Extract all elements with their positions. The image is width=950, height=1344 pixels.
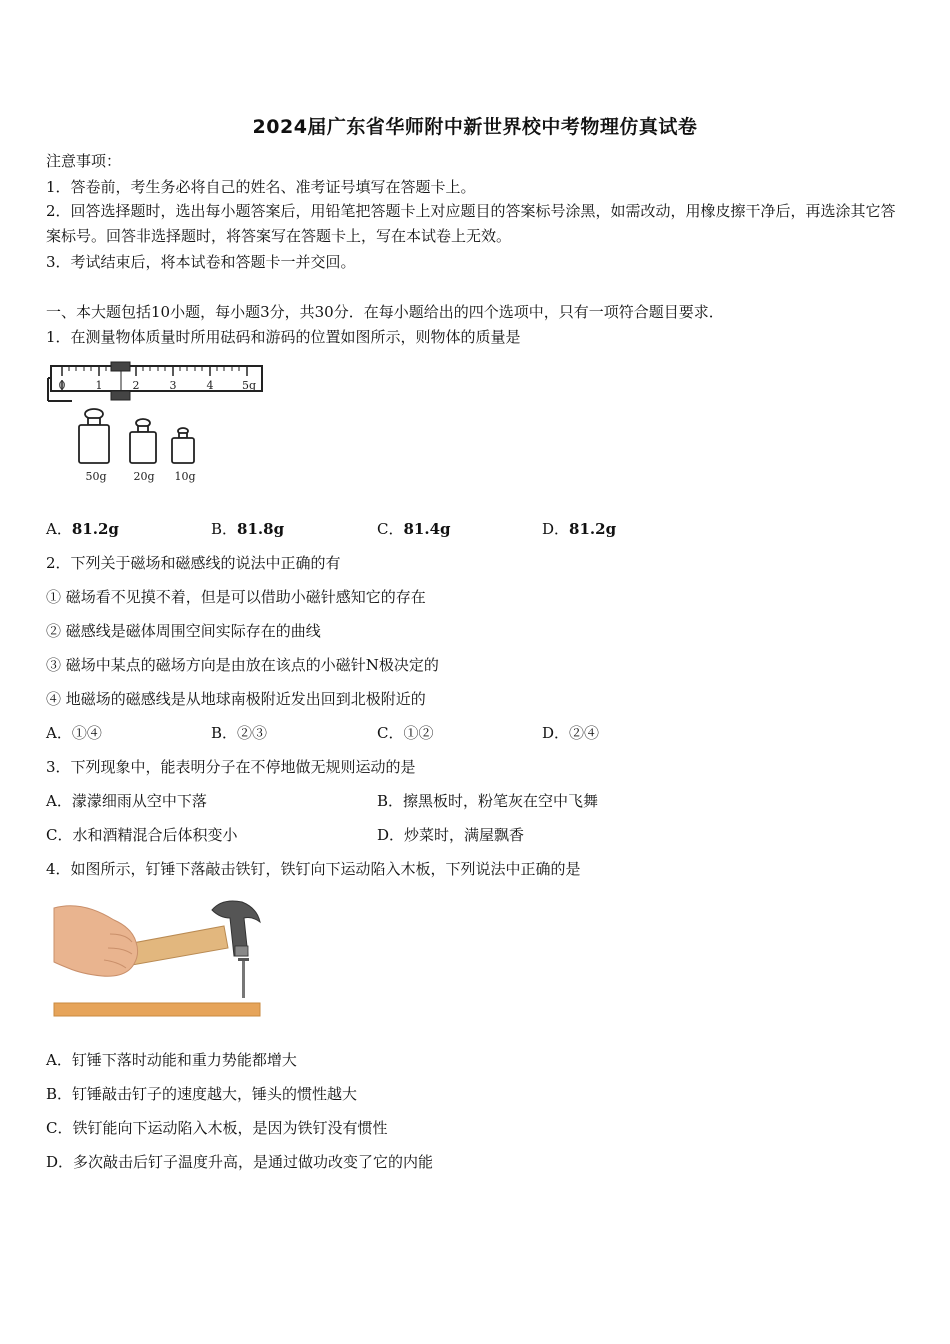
weight-label: 10g [174, 470, 196, 483]
scale-tick-label: 5g [241, 379, 257, 392]
q4-option-a: A．钉锤下落时动能和重力势能都增大 [46, 1051, 297, 1069]
balance-scale-figure [46, 356, 276, 491]
q1-option-d: D．81.2g [542, 520, 617, 538]
q2-option-a: A．①④ [46, 724, 102, 742]
rider-bottom [111, 391, 130, 400]
weight-label: 20g [133, 470, 155, 483]
rider-top [111, 362, 130, 371]
question-2-stem: 2．下列关于磁场和磁感线的说法中正确的有 [46, 554, 341, 572]
q2-option-c: C．①② [377, 724, 434, 742]
q2-statement: ③ 磁场中某点的磁场方向是由放在该点的小磁针N极决定的 [46, 656, 439, 674]
hand [54, 906, 138, 977]
notice-item: 1．答卷前，考生务必将自己的姓名、准考证号填写在答题卡上。 [46, 178, 476, 196]
q3-option-a: A．濛濛细雨从空中下落 [46, 792, 207, 810]
q2-statement: ① 磁场看不见摸不着，但是可以借助小磁针感知它的存在 [46, 588, 426, 606]
notice-heading: 注意事项： [46, 152, 122, 170]
notice-item: 3．考试结束后，将本试卷和答题卡一并交回。 [46, 253, 356, 271]
question-4-stem: 4．如图所示，钉锤下落敲击铁钉，铁钉向下运动陷入木板，下列说法中正确的是 [46, 860, 581, 878]
q2-statement: ② 磁感线是磁体周围空间实际存在的曲线 [46, 622, 321, 640]
scale-tick-label: 2 [132, 379, 140, 392]
page-title: 2024届广东省华师附中新世界校中考物理仿真试卷 [252, 116, 698, 138]
q3-option-d: D．炒菜时，满屋飘香 [377, 826, 525, 844]
scale-tick-label: 0 [58, 379, 66, 392]
wooden-board [54, 1003, 260, 1016]
scale-tick-label: 3 [169, 379, 177, 392]
q2-option-b: B．②③ [211, 724, 268, 742]
q4-option-d: D．多次敲击后钉子温度升高，是通过做功改变了它的内能 [46, 1153, 434, 1171]
weight-10g [172, 428, 194, 463]
q2-statement: ④ 地磁场的磁感线是从地球南极附近发出回到北极附近的 [46, 690, 426, 708]
hammer-nail-figure [52, 890, 264, 1020]
question-1-stem: 1．在测量物体质量时所用砝码和游码的位置如图所示，则物体的质量是 [46, 328, 521, 346]
q4-option-c: C．铁钉能向下运动陷入木板，是因为铁钉没有惯性 [46, 1119, 388, 1137]
weight-50g [79, 409, 109, 463]
q3-option-b: B．擦黑板时，粉笔灰在空中飞舞 [377, 792, 599, 810]
q3-option-c: C．水和酒精混合后体积变小 [46, 826, 238, 844]
q1-option-b: B．81.8g [211, 520, 285, 538]
scale-tick-label: 1 [95, 379, 103, 392]
q1-option-c: C．81.4g [377, 520, 451, 538]
weight-20g [130, 419, 156, 463]
nail [242, 960, 245, 998]
q1-option-a: A．81.2g [46, 520, 119, 538]
notice-item: 2．回答选择题时，选出每小题答案后，用铅笔把答题卡上对应题目的答案标号涂黑，如需改动，用橡皮擦干净后，再选涂其它答案标号。回答非选择题时，将答案写在答题卡上，写在本试卷上无效。 [46, 202, 896, 245]
weight-label: 50g [85, 470, 107, 483]
q4-option-b: B．钉锤敲击钉子的速度越大，锤头的惯性越大 [46, 1085, 358, 1103]
scale-tick-label: 4 [206, 379, 214, 392]
question-3-stem: 3．下列现象中，能表明分子在不停地做无规则运动的是 [46, 758, 416, 776]
q2-option-d: D．②④ [542, 724, 600, 742]
section-heading: 一、本大题包括10小题，每小题3分，共30分．在每小题给出的四个选项中，只有一项符合题目要求． [46, 303, 724, 321]
scale-beam [51, 366, 262, 391]
hammer-handle [122, 926, 228, 966]
